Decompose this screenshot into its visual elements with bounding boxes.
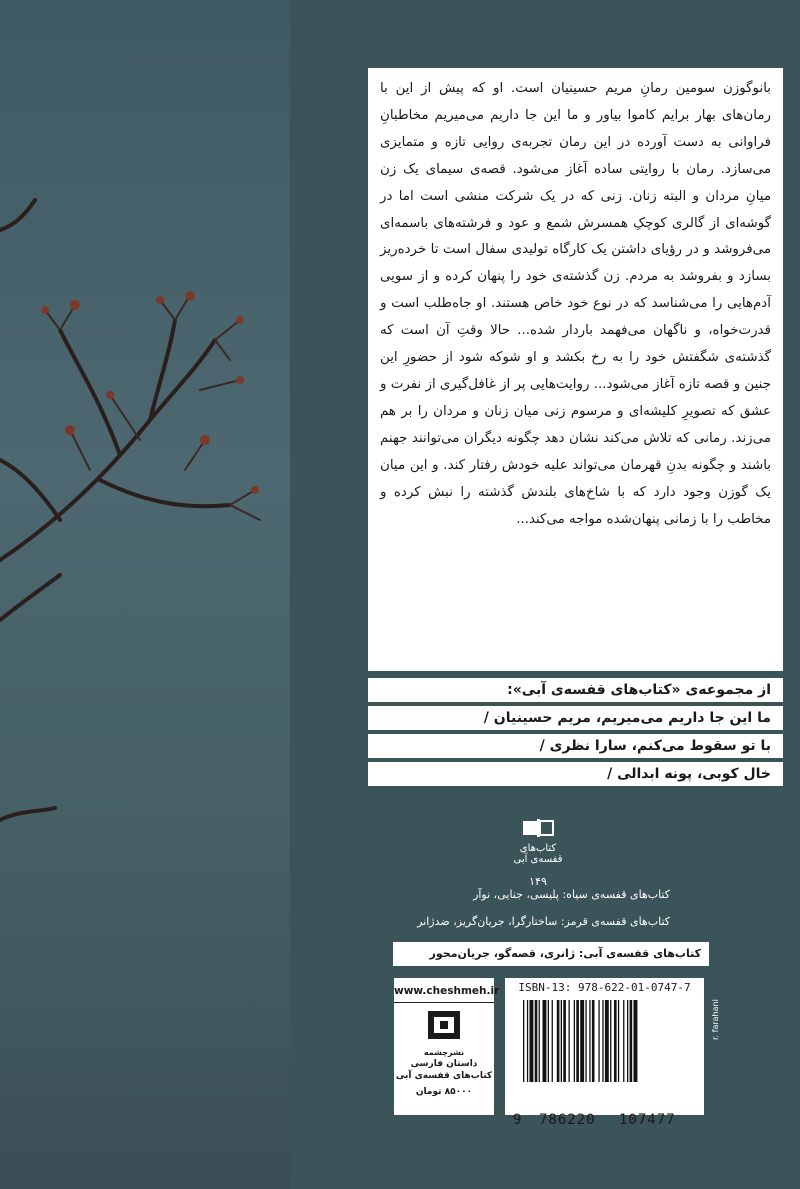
blurb-text: بانوگوزن سومین رمانِ مریم حسینیان است. او که پیش از این با رمان‌های بهار برایم کاموا بیاور و ما این جا داریم می‌میریم مخاطبانِ فراوانی به دست آورده در این رمان تجربه‌ی روایی تازه و متمایزی می‌سازد. رمان با روایتی ساده آغاز می‌شود. قصه‌ی سیمای یک زن میانِ مردان و البته زنان. زنی که در یک شرکت منشی است اما در گوشه‌ای از گالری کوچکِ همسرش شمع و عود و فرشته‌های باسمه‌ای می‌فروشد و در رؤیای داشتن یک کارگاه تولیدی سفال است تا خرده‌ریز بسازد و بفروشد به مردم. زن گذشته‌ی خود را پنهان کرده و از سویی آدم‌هایی را می‌شناسد که در نوع خود خاص هستند. او جاه‌طلب است و قدرت‌خواه، و ناگهان می‌فهمد باردار شده... حالا وقتِ آن است که گذشته‌ی شگفتش خود را به رخ بکشد و او شوکه شود از حضورِ این جنین و قصه تازه آغاز می‌شود... روایت‌هایی پر از غافل‌گیری از نفرت و عشق که تصویرِ کلیشه‌ای و مرسوم زنی میان زنان و مردان را بر هم می‌زند. رمانی که تلاش می‌کند نشان دهد چگونه دیگران می‌توانند جهنم باشند و چگونه بدنِ قهرمان می‌تواند علیه خودش رفتار کند. و این میان یک گوزن وجود دارد که با شاخ‌های بلندش گذشته را نبش کرده و مخاطب را با زمانی پنهان‌شده مواجه می‌کند... bbox=[380, 81, 771, 527]
blue-shelf-logo bbox=[508, 815, 568, 888]
barcode-bar bbox=[539, 1000, 540, 1082]
barcode-bar bbox=[535, 1000, 538, 1082]
barcode-bar bbox=[576, 1000, 579, 1082]
barcode-bar bbox=[530, 1000, 534, 1082]
blurb-panel bbox=[368, 68, 783, 671]
publisher-url: www.cheshmeh.ir bbox=[394, 978, 494, 1003]
barcode-bar bbox=[610, 1000, 611, 1082]
barcode-bar bbox=[548, 1000, 549, 1082]
barcode-bar bbox=[585, 1000, 586, 1082]
barcode-bar bbox=[557, 1000, 560, 1082]
barcode-bar bbox=[580, 1000, 584, 1082]
isbn-label: ISBN-13: 978-622-01-0747-7 bbox=[518, 981, 691, 994]
barcode-box bbox=[505, 978, 704, 1128]
publisher-category: داستان فارسی bbox=[410, 1059, 478, 1069]
logo-caption: کتاب‌های قفسه‌ی آبی bbox=[513, 843, 563, 865]
barcode-bar bbox=[574, 1000, 575, 1082]
barcode-bar bbox=[561, 1000, 562, 1082]
shelf-red-line: کتاب‌های قفسه‌ی قرمز: ساختارگرا، جریان‌گریز، ضدژانر bbox=[417, 915, 670, 928]
barcode-bar bbox=[623, 1000, 624, 1082]
series-item: خال کوبی، پونه ابدالی / bbox=[368, 762, 783, 786]
barcode-bar bbox=[627, 1000, 628, 1082]
shelf-blue-line: کتاب‌های قفسه‌ی آبی: ژانری، قصه‌گو، جریان‌محور bbox=[393, 942, 709, 966]
barcode-bar bbox=[614, 1000, 617, 1082]
barcode-digit-lead: 9 bbox=[513, 1112, 523, 1128]
publisher-series: کتاب‌های قفسه‌ی آبی bbox=[395, 1071, 493, 1081]
series-heading: از مجموعه‌ی «کتاب‌های قفسه‌ی آبی»: bbox=[368, 678, 783, 702]
barcode-bar bbox=[598, 1000, 599, 1082]
barcode-bar bbox=[605, 1000, 609, 1082]
branch-photo bbox=[0, 0, 290, 1189]
series-item: ما این جا داریم می‌میریم، مریم حسینیان / bbox=[368, 706, 783, 730]
barcode-bar bbox=[602, 1000, 603, 1082]
price: ۸۵۰۰۰ تومان bbox=[415, 1087, 473, 1097]
publisher-logo-icon bbox=[424, 1009, 464, 1045]
publisher-imprint: نشرچشمه bbox=[423, 1048, 465, 1057]
barcode-bar bbox=[543, 1000, 547, 1082]
bookshelf-icon bbox=[520, 815, 556, 837]
barcode bbox=[505, 998, 704, 1084]
barcode-bar bbox=[563, 1000, 566, 1082]
barcode-bar bbox=[523, 1000, 524, 1082]
barcode-bar bbox=[634, 1000, 638, 1082]
barcode-digits-right: 107477 bbox=[619, 1112, 676, 1128]
book-number: ۱۴۹ bbox=[529, 875, 547, 888]
barcode-bar bbox=[618, 1000, 619, 1082]
barcode-bar bbox=[630, 1000, 633, 1082]
tree-branch-illustration bbox=[0, 0, 290, 1189]
barcode-digits-left: 786220 bbox=[539, 1112, 596, 1128]
series-item: با تو سقوط می‌کنم، سارا نظری / bbox=[368, 734, 783, 758]
publisher-box bbox=[394, 978, 500, 1115]
barcode-bar bbox=[552, 1000, 553, 1082]
barcode-bar bbox=[592, 1000, 595, 1082]
barcode-bar bbox=[527, 1000, 528, 1082]
shelf-black-line: کتاب‌های قفسه‌ی سیاه: پلیسی، جنایی، نوآر bbox=[473, 888, 670, 901]
barcode-bar bbox=[589, 1000, 590, 1082]
barcode-bar bbox=[569, 1000, 570, 1082]
photo-credit: r. farahani bbox=[711, 999, 720, 1040]
